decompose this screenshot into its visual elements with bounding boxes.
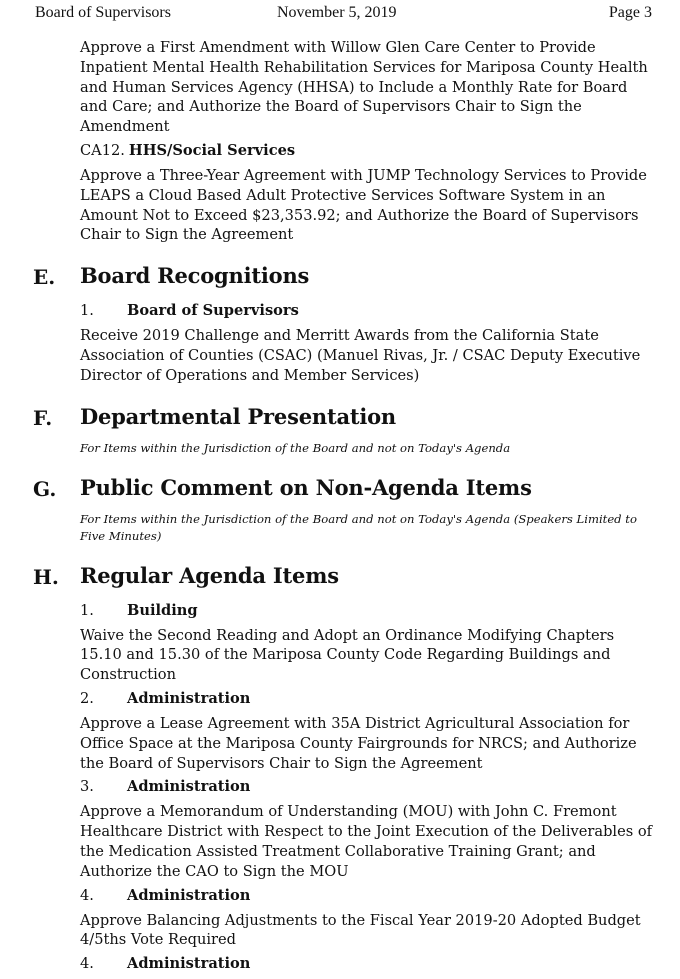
item-number: 4. bbox=[80, 886, 94, 904]
section-title: Public Comment on Non-Agenda Items bbox=[80, 474, 532, 500]
section-h-item-1-heading bbox=[80, 601, 680, 621]
item-number: 1. bbox=[80, 601, 94, 619]
item-number: 2. bbox=[80, 689, 94, 707]
section-h-heading bbox=[0, 563, 680, 597]
item-number: 4. bbox=[80, 955, 94, 973]
section-h-item-1-text: Waive the Second Reading and Adopt an Ordinance Modifying Chapters 15.10 and 15.30 of the Mariposa County Code Regarding Buildings and Construction bbox=[80, 626, 615, 684]
item-department: Administration bbox=[127, 778, 251, 796]
section-h-item-3-text: Approve a Memorandum of Understanding (MOU) with John C. Fremont Healthcare District with Respect to the Joint Execution of the Deliverables of the Medication Assisted Treatment Collaborative Training Grant; and Authorize the CAO to Sign the MOU bbox=[80, 803, 653, 880]
section-h-item-3-heading bbox=[80, 777, 680, 797]
section-f-heading bbox=[0, 404, 680, 438]
item-department: Administration bbox=[127, 689, 251, 707]
header-board-name: Board of Supervisors bbox=[35, 4, 171, 21]
consent-item-ca12-heading bbox=[80, 141, 680, 161]
section-letter: G. bbox=[33, 476, 57, 501]
section-letter: F. bbox=[33, 405, 53, 430]
item-number: 1. bbox=[80, 302, 94, 320]
section-g-heading bbox=[0, 475, 680, 509]
header-page-number: Page 3 bbox=[608, 4, 652, 21]
section-e-heading bbox=[0, 263, 680, 297]
item-number: 3. bbox=[80, 778, 94, 796]
section-g-note: For Items within the Jurisdiction of the Board and not on Today's Agenda (Speakers Limited to Five Minutes) bbox=[80, 511, 637, 543]
page-header bbox=[0, 2, 680, 24]
item-department: Administration bbox=[127, 886, 251, 904]
section-h-item-2-text: Approve a Lease Agreement with 35A District Agricultural Association for Office Space at the Mariposa County Fairgrounds for NRCS; and Authorize the Board of Supervisors Chair to Sign the Agreement bbox=[80, 714, 637, 772]
section-e-item-1-text: Receive 2019 Challenge and Merritt Awards from the California State Association of Counties (CSAC) (Manuel Rivas, Jr. / CSAC Deputy Executive Director of Operations and Member Services) bbox=[80, 327, 641, 384]
section-title: Regular Agenda Items bbox=[80, 562, 339, 588]
section-e-item-1-heading bbox=[80, 301, 680, 321]
item-department: HHS/Social Services bbox=[128, 141, 296, 159]
section-f-note: For Items within the Jurisdiction of the Board and not on Today's Agenda bbox=[80, 440, 511, 455]
item-department: Administration bbox=[127, 955, 251, 973]
section-letter: E. bbox=[33, 265, 56, 290]
section-h-item-4-heading bbox=[80, 886, 680, 906]
section-h-item-2-heading bbox=[80, 689, 680, 709]
agenda-content bbox=[0, 38, 680, 979]
item-number: CA12. bbox=[80, 141, 125, 159]
consent-item-ca12-text: Approve a Three-Year Agreement with JUMP Technology Services to Provide LEAPS a Cloud Based Adult Protective Services Software System in an Amount Not to Exceed $23,353.92; and Authorize the Board of Supervisors Chair to Sign the Agreement bbox=[80, 166, 647, 244]
section-title: Board Recognitions bbox=[80, 263, 310, 289]
carryover-item-text: Approve a First Amendment with Willow Glen Care Center to Provide Inpatient Mental Health Rehabilitation Services for Mariposa County Health and Human Services Agency (HHSA) to Include a Monthly Rate for Board and Care; and Authorize the Board of Supervisors Chair to Sign the Amendment bbox=[80, 39, 648, 136]
item-department: Building bbox=[127, 601, 198, 619]
header-date: November 5, 2019 bbox=[277, 4, 397, 21]
section-title: Departmental Presentation bbox=[80, 403, 396, 429]
section-h-item-4-text: Approve Balancing Adjustments to the Fiscal Year 2019-20 Adopted Budget 4/5ths Vote Required bbox=[80, 911, 641, 949]
section-h-item-5-heading bbox=[80, 954, 680, 974]
section-letter: H. bbox=[33, 564, 59, 589]
item-department: Board of Supervisors bbox=[127, 302, 299, 320]
